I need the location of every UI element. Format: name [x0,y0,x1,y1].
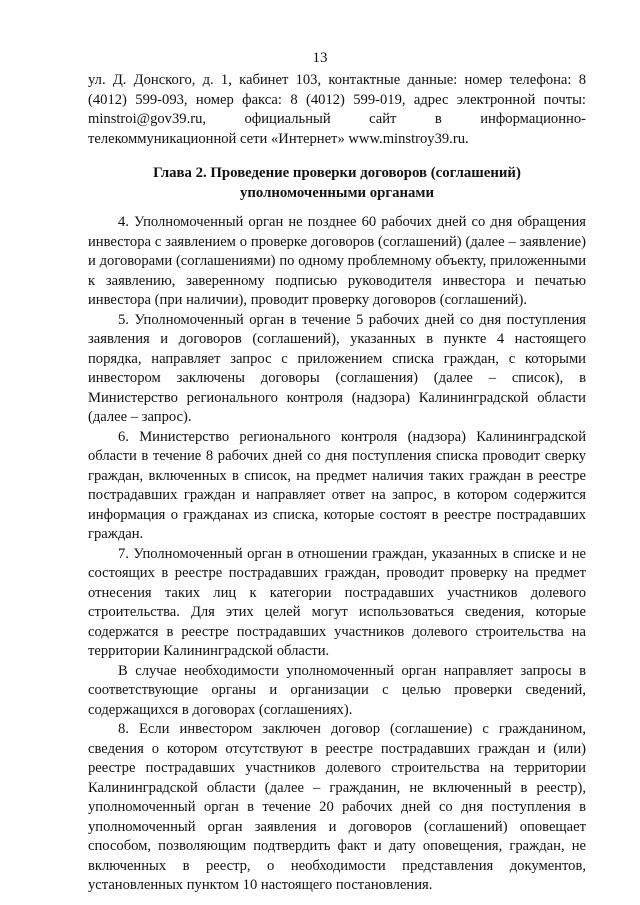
chapter-heading [88,164,586,203]
page-number: 13 [312,50,328,66]
intro-block [88,71,586,149]
body-text [88,213,586,896]
paragraph-7-continued: В случае необходимости уполномоченный орган направляет запросы в соответствующие органы и организации с целью проверки сведений, содержащихся в договорах (соглашениях). [88,662,586,718]
intro-paragraph: ул. Д. Донского, д. 1, кабинет 103, контактные данные: номер телефона: 8 (4012) 599-093, номер факса: 8 (4012) 599-019, адрес электронной почты: minstroi@gov39.ru, официальный сайт в информационно-телекоммуникационной сети «Интернет» www.minstroy39.ru. [88,72,586,147]
paragraph-7: 7. Уполномоченный орган в отношении граждан, указанных в списке и не состоящих в реестре пострадавших граждан, проводит проверку на предмет отнесения таких лиц к категории пострадавших участников долевого строительства. Для этих целей могут использоваться сведения, которые содержатся в реестре пострадавших участников долевого строительства на территории Калининградской области. [88,545,586,659]
paragraph-5: 5. Уполномоченный орган в течение 5 рабочих дней со дня поступления заявления и договоров (соглашений), указанных в пункте 4 настоящего порядка, направляет запрос с приложением списка граждан, с которыми инвестором заключены договоры (соглашения) (далее – список), в Министерство регионального контроля (надзора) Калининградской области (далее – запрос). [88,311,586,425]
paragraph-6: 6. Министерство регионального контроля (надзора) Калининградской области в течение 8 рабочих дней со дня поступления списка проводит сверку граждан, включенных в список, на предмет наличия таких граждан в реестре пострадавших граждан и направляет ответ на запрос, в котором содержится информация о гражданах из списка, которые состоят в реестре пострадавших граждан. [88,428,586,542]
chapter-heading-line-1: Глава 2. Проведение проверки договоров (соглашений) [153,165,521,181]
paragraph-8: 8. Если инвестором заключен договор (соглашение) с гражданином, сведения о котором отсутствуют в реестре пострадавших граждан и (или) реестре пострадавших участников долевого строительства на территории Калининградской области (далее – гражданин, не включенный в реестр), уполномоченный орган в течение 20 рабочих дней со дня поступления в уполномоченный орган заявления и договоров (соглашений) оповещает способом, позволяющим подтвердить факт и дату оповещения, граждан, не включенных в реестр, о необходимости представления документов, установленных пунктом 10 настоящего постановления. [88,721,586,893]
paragraph-4: 4. Уполномоченный орган не позднее 60 рабочих дней со дня обращения инвестора с заявлением о проверке договоров (соглашений) (далее – заявление) и договорами (соглашениями) по одному проблемному объекту, приложенными к заявлению, заверенному подписью руководителя инвестора и печатью инвестора (при наличии), проводит проверку договоров (соглашений). [88,214,586,308]
chapter-heading-line-2: уполномоченными органами [239,184,435,201]
